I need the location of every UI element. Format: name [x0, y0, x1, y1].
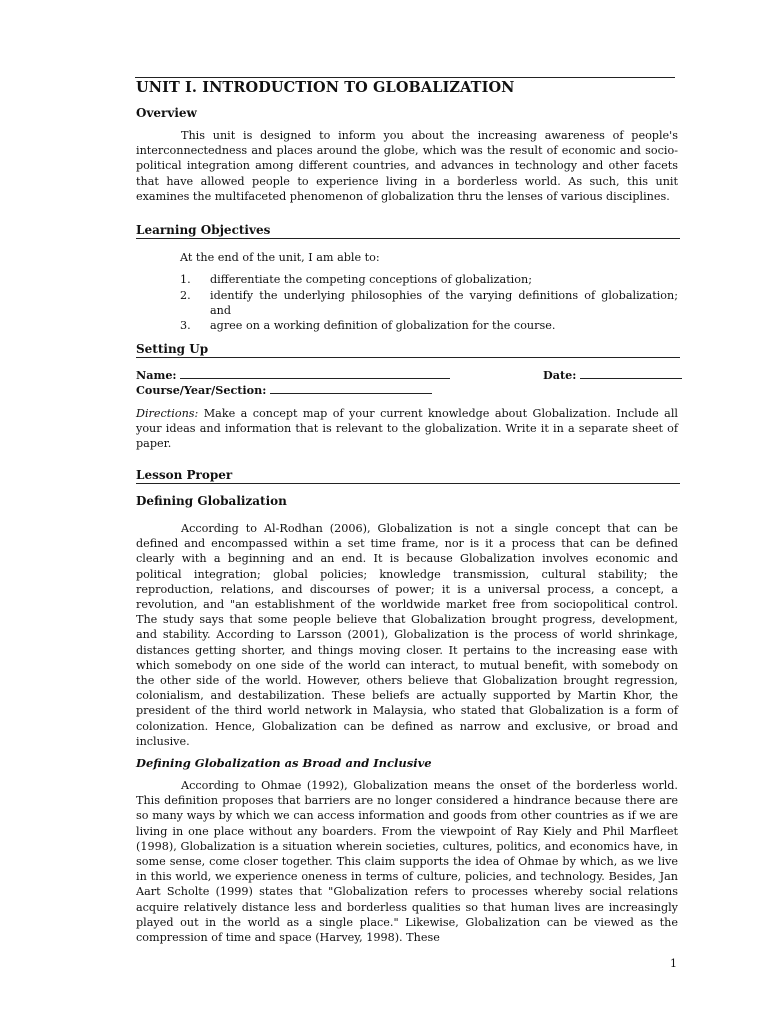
date-row: [543, 368, 682, 383]
directions-label: Directions:: [136, 407, 199, 420]
course-field[interactable]: [270, 384, 432, 394]
lesson-paragraph-1: According to Al-Rodhan (2006), Globalization is not a single concept that can be defined and encompassed within a set time frame, nor is it a process that can be defined clearly with a beginning and an end. It is because Globalization involves economic and political integration; global policies; knowledge transmission, cultural stability; the reproduction, relations, and discourses of power; it is a universal process, a concept, a revolution, and "an establishment of the worldwide market free from sociopolitical control. The study says that some people believe that Globalization brought progress, development, and stability. According to Larsson (2001), Globalization is the process of world shrinkage, distances getting shorter, and things moving closer. It pertains to the increasing ease with which somebody on one side of the world can interact, to mutual benefit, with somebody on the other side of the world. However, others believe that Globalization brought regression, colonialism, and destabilization. These beliefs are actually supported by Martin Khor, the president of the third world network in Malaysia, who stated that Globalization is a form of colonization. Hence, Globalization can be defined as narrow and exclusive, or broad and inclusive.: [136, 522, 678, 748]
defining-globalization-heading: Defining Globalization: [136, 494, 287, 508]
name-label: Name:: [136, 368, 177, 382]
course-label: Course/Year/Section:: [136, 383, 267, 397]
name-row: [136, 368, 450, 383]
directions-paragraph: [136, 406, 678, 452]
broad-inclusive-subheading: Defining Globalization as Broad and Inclusive: [136, 756, 432, 770]
name-field[interactable]: [180, 369, 450, 379]
lesson-proper-heading: Lesson Proper: [136, 468, 680, 484]
setting-up-heading: Setting Up: [136, 342, 680, 358]
objective-item: 3. agree on a working definition of globalization for the course.: [180, 319, 556, 332]
objectives-list: [180, 272, 678, 334]
objective-item: 2. identify the underlying philosophies of the varying definitions of globalization; and: [180, 288, 678, 317]
top-rule: [135, 77, 675, 78]
page-number: 1: [670, 957, 677, 970]
date-field[interactable]: [580, 369, 682, 379]
learning-objectives-heading: Learning Objectives: [136, 223, 680, 239]
objectives-intro: At the end of the unit, I am able to:: [180, 251, 380, 264]
course-row: [136, 383, 432, 398]
directions-text: Make a concept map of your current knowledge about Globalization. Include all your ideas and information that is relevant to the globalization. Write it in a separate sheet of paper.: [136, 407, 678, 451]
objective-item: 1. differentiate the competing conceptions of globalization;: [180, 273, 532, 286]
unit-title: UNIT I. INTRODUCTION TO GLOBALIZATION: [136, 79, 515, 96]
date-label: Date:: [543, 368, 577, 382]
lesson-paragraph-2: According to Ohmae (1992), Globalization means the onset of the borderless world. This definition proposes that barriers are no longer considered a hindrance because there are so many ways by which we can access information and goods from other countries as if we are living in one place without any boarders. From the viewpoint of Ray Kiely and Phil Marfleet (1998), Globalization is a situation wherein societies, cultures, politics, and economics have, in some sense, come closer together. This claim supports the idea of Ohmae by which, as we live in this world, we experience oneness in terms of culture, policies, and technology. Besides, Jan Aart Scholte (1999) states that "Globalization refers to processes whereby social relations acquire relatively distance less and borderless qualities so that human lives are increasingly played out in the world as a single place." Likewise, Globalization can be viewed as the compression of time and space (Harvey, 1998). These: [136, 779, 678, 945]
overview-paragraph: This unit is designed to inform you about the increasing awareness of people's interconnectedness and places around the globe, which was the result of economic and socio-political integration among different countries, and advances in technology and other facets that have allowed people to experience living in a borderless world. As such, this unit examines the multifaceted phenomenon of globalization thru the lenses of various disciplines.: [136, 129, 678, 203]
overview-heading: Overview: [136, 106, 197, 120]
